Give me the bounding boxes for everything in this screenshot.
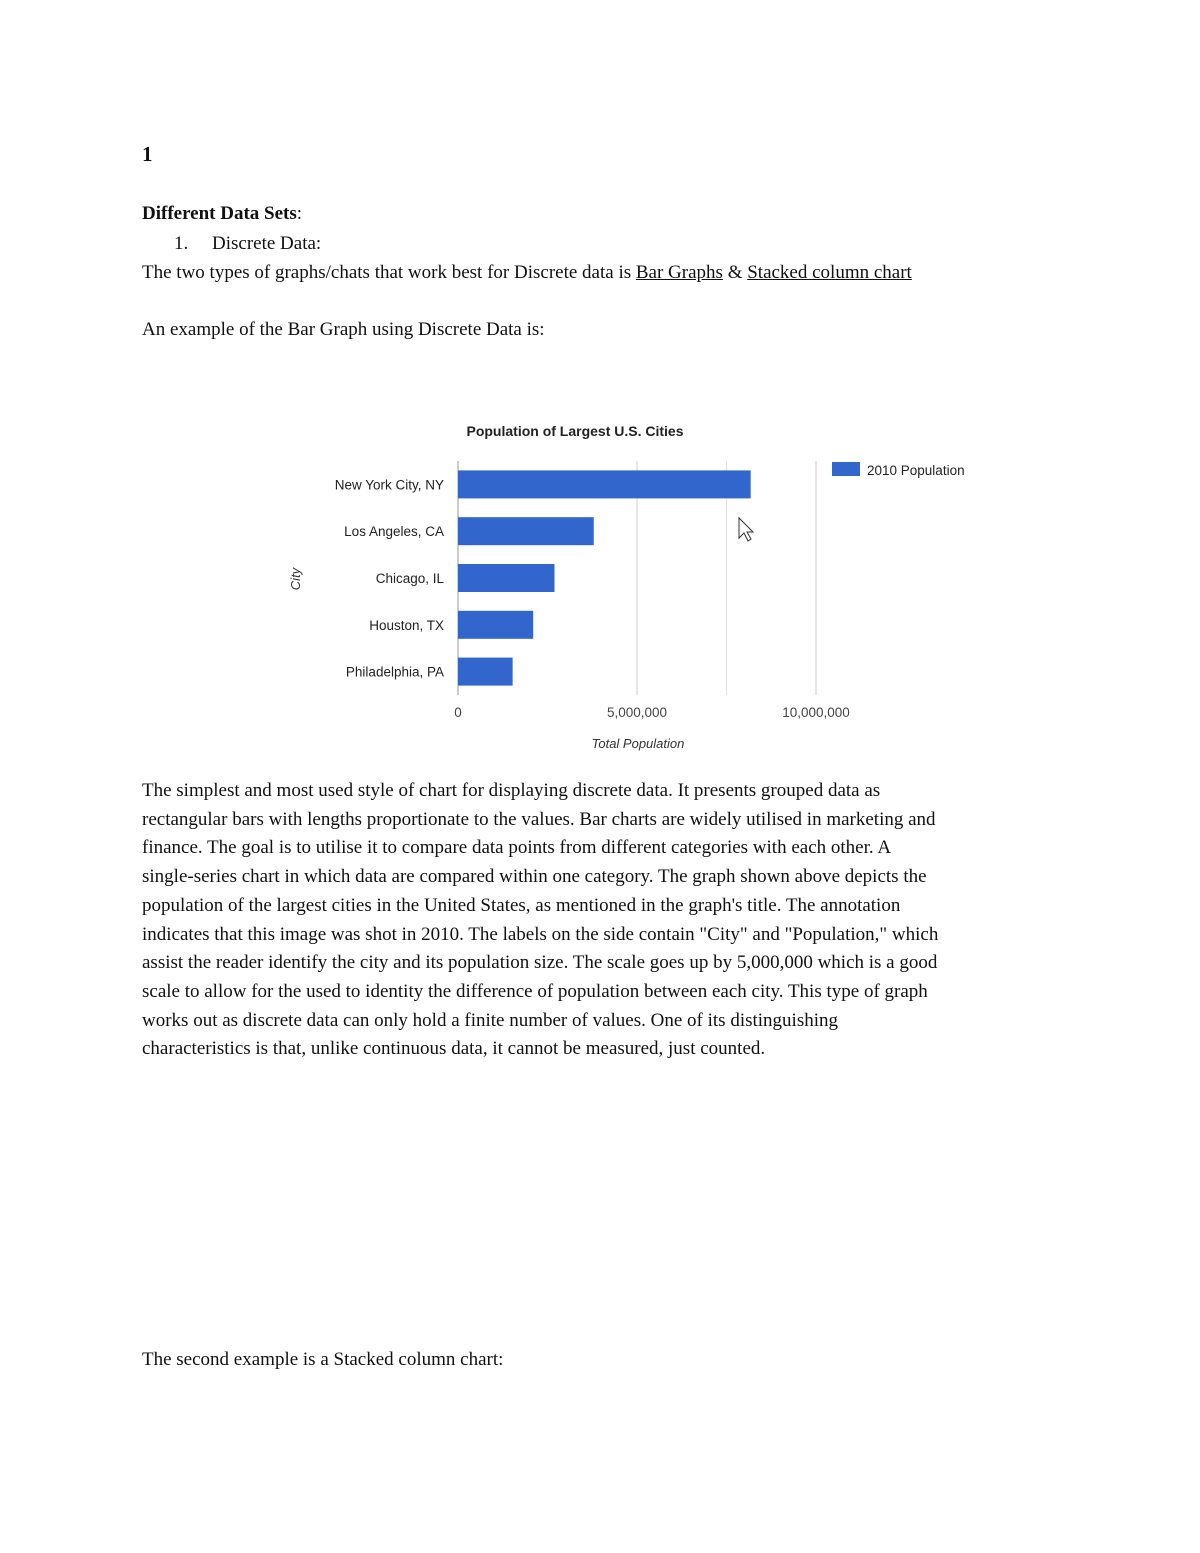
paragraph-line: single-series chart in which data are compared within one category. The graph shown above depicts the (142, 866, 927, 888)
paragraph-line: population of the largest cities in the United States, as mentioned in the graph's title. The annotation (142, 894, 901, 916)
paragraph-line: rectangular bars with lengths proportionate to the values. Bar charts are widely utilised in marketing and (142, 808, 936, 830)
x-axis-label: Total Population (591, 736, 685, 751)
heading-colon: : (296, 203, 303, 224)
category-label: Houston, TX (369, 617, 444, 633)
page-number: 1 (142, 142, 153, 166)
paragraph-line: characteristics is that, unlike continuous data, it cannot be measured, just counted. (142, 1038, 766, 1060)
second-example-line: The second example is a Stacked column chart: (142, 1349, 504, 1370)
paragraph-line: indicates that this image was shot in 2010. The labels on the side contain "City" and "Population," which (142, 923, 939, 945)
category-label: Los Angeles, CA (344, 524, 444, 540)
category-label: New York City, NY (334, 477, 444, 493)
tick-label: 0 (454, 705, 462, 720)
heading-text: Different Data Sets (142, 203, 297, 224)
paragraph-line: finance. The goal is to utilise it to compare data points from different categories with each other. A (142, 837, 892, 859)
bar (458, 564, 554, 592)
tick-label: 5,000,000 (606, 705, 668, 720)
intro-prefix: The two types of graphs/chats that work best for Discrete data is (142, 262, 636, 283)
y-axis-label: City (288, 567, 303, 591)
legend-swatch (832, 462, 860, 476)
list-number: 1. (174, 233, 189, 254)
bar (458, 517, 594, 545)
bar-graphs-link[interactable]: Bar Graphs (635, 262, 723, 283)
paragraph-line: The simplest and most used style of chart for displaying discrete data. It presents grouped data as (142, 780, 881, 801)
example-line: An example of the Bar Graph using Discrete Data is: (142, 319, 545, 340)
intro-ampersand: & (722, 262, 748, 283)
bar (458, 470, 751, 498)
paragraph-line: scale to allow for the used to identity the difference of population between each city. This type of graph (142, 980, 928, 1002)
bar (458, 658, 513, 686)
cursor-icon (739, 518, 753, 541)
list-label: Discrete Data: (212, 233, 322, 254)
stacked-column-link[interactable]: Stacked column chart (747, 262, 912, 283)
paragraph-line: assist the reader identify the city and its population size. The scale goes up by 5,000,000 which is a good (142, 952, 938, 974)
category-label: Philadelphia, PA (345, 664, 444, 680)
paragraph-line: works out as discrete data can only hold a finite number of values. One of its distinguishing (142, 1009, 838, 1031)
tick-label: 10,000,000 (782, 705, 850, 720)
bar (458, 611, 533, 639)
description-paragraph (142, 777, 1052, 1064)
legend-label: 2010 Population (867, 463, 965, 478)
category-label: Chicago, IL (375, 571, 444, 586)
chart-title: Population of Largest U.S. Cities (466, 423, 684, 439)
